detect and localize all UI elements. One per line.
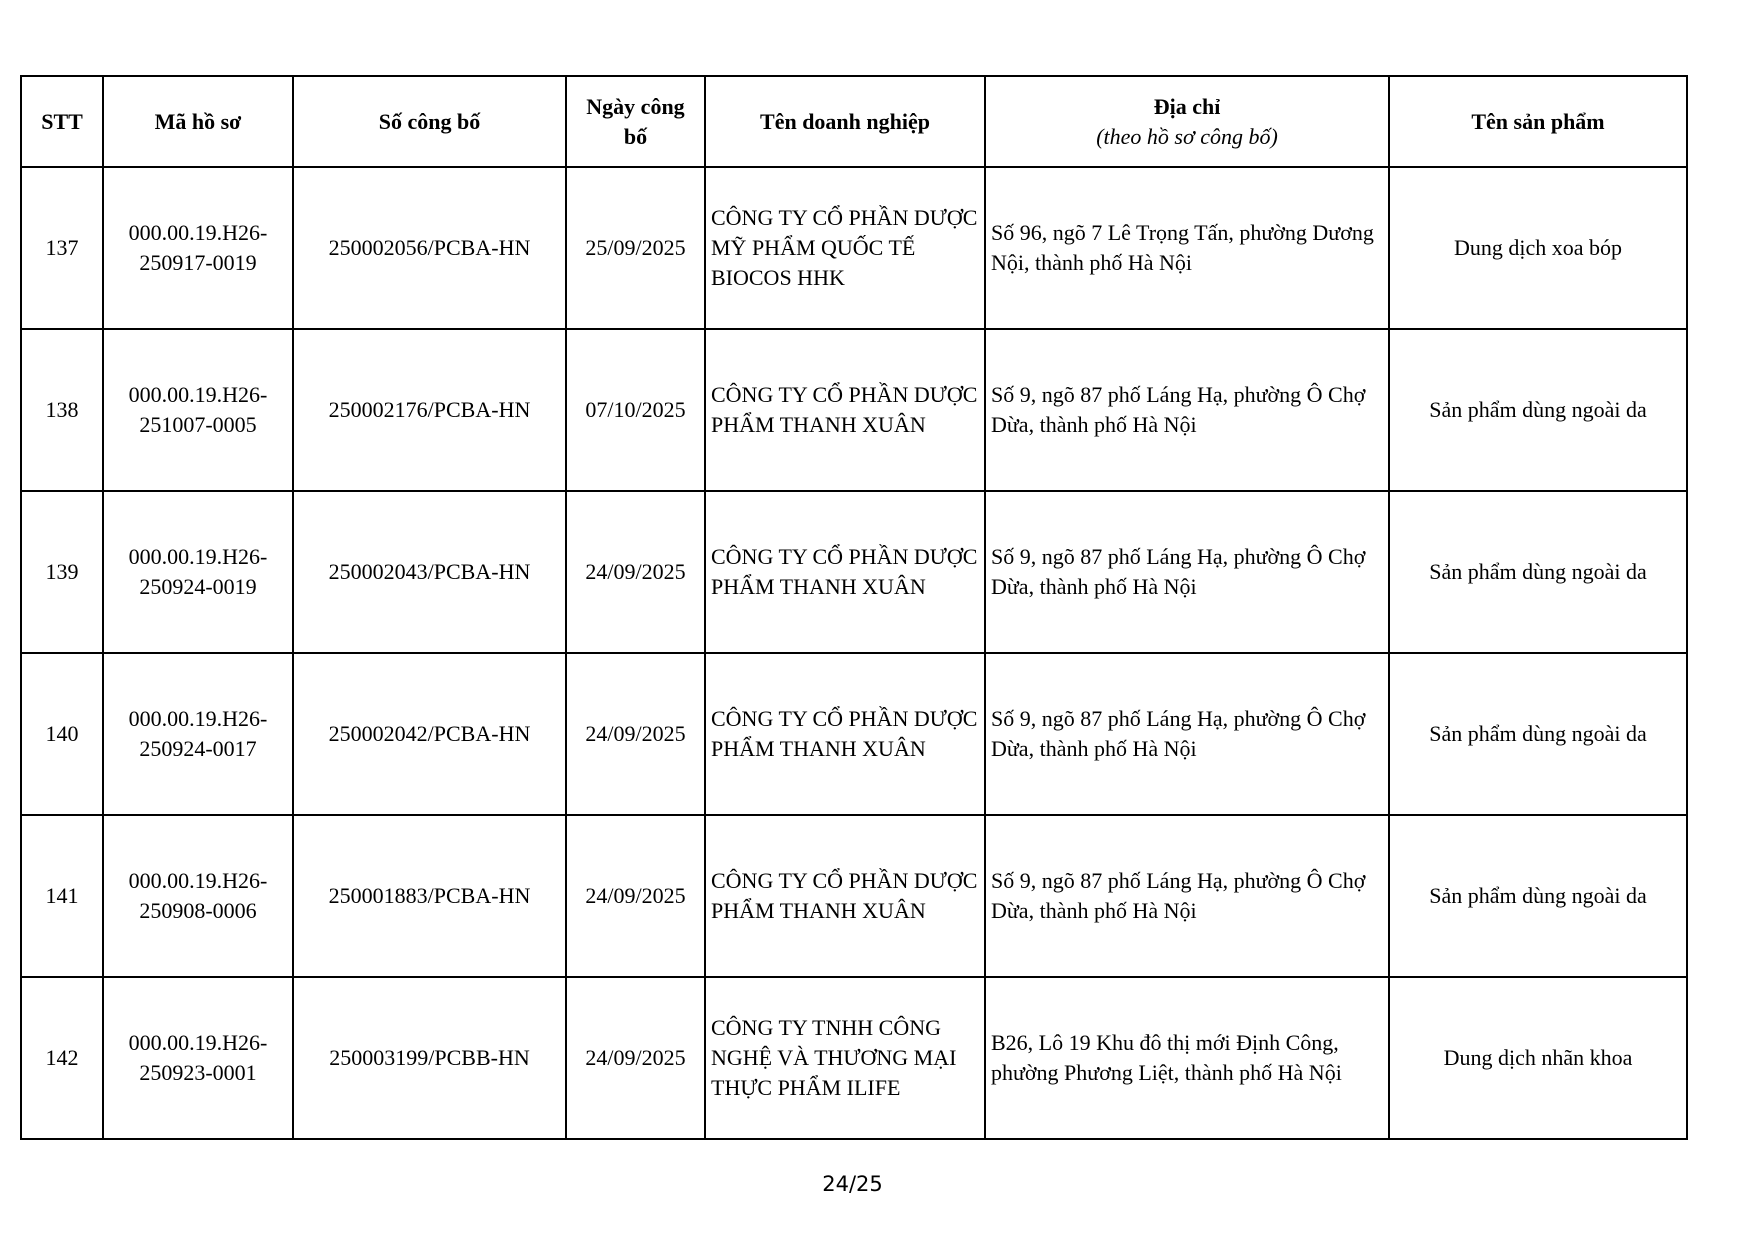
- cell-ten-doanh-nghiep: CÔNG TY CỔ PHẦN DƯỢC PHẨM THANH XUÂN: [705, 491, 985, 653]
- cell-so-cong-bo: 250002176/PCBA-HN: [293, 329, 566, 491]
- cell-so-cong-bo: 250001883/PCBA-HN: [293, 815, 566, 977]
- cell-dia-chi: Số 9, ngõ 87 phố Láng Hạ, phường Ô Chợ Dừa, thành phố Hà Nội: [985, 653, 1389, 815]
- header-ma-ho-so: Mã hồ sơ: [103, 76, 293, 167]
- cell-ten-san-pham: Sản phẩm dùng ngoài da: [1389, 491, 1687, 653]
- cell-ten-doanh-nghiep: CÔNG TY CỔ PHẦN DƯỢC MỸ PHẨM QUỐC TẾ BIOCOS HHK: [705, 167, 985, 329]
- header-ngay-cong-bo: Ngày công bố: [566, 76, 705, 167]
- cell-dia-chi: B26, Lô 19 Khu đô thị mới Định Công, phường Phương Liệt, thành phố Hà Nội: [985, 977, 1389, 1139]
- header-so-cong-bo: Số công bố: [293, 76, 566, 167]
- cell-stt: 139: [21, 491, 103, 653]
- header-ten-san-pham: Tên sản phẩm: [1389, 76, 1687, 167]
- cell-ten-san-pham: Sản phẩm dùng ngoài da: [1389, 815, 1687, 977]
- cell-ten-doanh-nghiep: CÔNG TY TNHH CÔNG NGHỆ VÀ THƯƠNG MẠI THỰC PHẨM ILIFE: [705, 977, 985, 1139]
- cell-ngay-cong-bo: 24/09/2025: [566, 815, 705, 977]
- table-row: [21, 491, 1687, 653]
- table-row: [21, 977, 1687, 1139]
- page-number: 24/25: [822, 1172, 883, 1196]
- cell-ma-ho-so: 000.00.19.H26-250924-0019: [103, 491, 293, 653]
- cell-so-cong-bo: 250002042/PCBA-HN: [293, 653, 566, 815]
- cell-ngay-cong-bo: 24/09/2025: [566, 653, 705, 815]
- cell-ngay-cong-bo: 24/09/2025: [566, 977, 705, 1139]
- cell-ma-ho-so: 000.00.19.H26-250924-0017: [103, 653, 293, 815]
- cell-ma-ho-so: 000.00.19.H26-251007-0005: [103, 329, 293, 491]
- cell-stt: 142: [21, 977, 103, 1139]
- cell-ten-san-pham: Sản phẩm dùng ngoài da: [1389, 329, 1687, 491]
- table-row: [21, 653, 1687, 815]
- header-dia-chi-cell: [985, 76, 1389, 167]
- header-ten-doanh-nghiep: Tên doanh nghiệp: [705, 76, 985, 167]
- cell-dia-chi: Số 9, ngõ 87 phố Láng Hạ, phường Ô Chợ Dừa, thành phố Hà Nội: [985, 815, 1389, 977]
- table-row: [21, 167, 1687, 329]
- cell-so-cong-bo: 250002056/PCBA-HN: [293, 167, 566, 329]
- cell-ten-san-pham: Dung dịch nhãn khoa: [1389, 977, 1687, 1139]
- cell-ngay-cong-bo: 07/10/2025: [566, 329, 705, 491]
- header-stt: STT: [21, 76, 103, 167]
- cell-ma-ho-so: 000.00.19.H26-250917-0019: [103, 167, 293, 329]
- cell-so-cong-bo: 250002043/PCBA-HN: [293, 491, 566, 653]
- cell-ten-doanh-nghiep: CÔNG TY CỔ PHẦN DƯỢC PHẨM THANH XUÂN: [705, 815, 985, 977]
- cell-ngay-cong-bo: 24/09/2025: [566, 491, 705, 653]
- cell-stt: 140: [21, 653, 103, 815]
- cell-dia-chi: Số 9, ngõ 87 phố Láng Hạ, phường Ô Chợ Dừa, thành phố Hà Nội: [985, 491, 1389, 653]
- cell-ngay-cong-bo: 25/09/2025: [566, 167, 705, 329]
- cell-ten-doanh-nghiep: CÔNG TY CỔ PHẦN DƯỢC PHẨM THANH XUÂN: [705, 329, 985, 491]
- cell-ten-san-pham: Dung dịch xoa bóp: [1389, 167, 1687, 329]
- header-dia-chi: Địa chỉ: [1153, 93, 1221, 119]
- header-dia-chi-note: (theo hồ sơ công bố): [1096, 123, 1278, 149]
- cell-stt: 137: [21, 167, 103, 329]
- cell-ten-doanh-nghiep: CÔNG TY CỔ PHẦN DƯỢC PHẨM THANH XUÂN: [705, 653, 985, 815]
- cell-ten-san-pham: Sản phẩm dùng ngoài da: [1389, 653, 1687, 815]
- cell-so-cong-bo: 250003199/PCBB-HN: [293, 977, 566, 1139]
- cell-ma-ho-so: 000.00.19.H26-250923-0001: [103, 977, 293, 1139]
- table-row: [21, 329, 1687, 491]
- cell-ma-ho-so: 000.00.19.H26-250908-0006: [103, 815, 293, 977]
- records-table: [20, 75, 1688, 1140]
- cell-dia-chi: Số 9, ngõ 87 phố Láng Hạ, phường Ô Chợ Dừa, thành phố Hà Nội: [985, 329, 1389, 491]
- cell-stt: 141: [21, 815, 103, 977]
- table-body: [21, 167, 1687, 1139]
- cell-stt: 138: [21, 329, 103, 491]
- table-row: [21, 815, 1687, 977]
- table-header: [21, 76, 1687, 167]
- header-row: [21, 76, 1687, 167]
- cell-dia-chi: Số 96, ngõ 7 Lê Trọng Tấn, phường Dương Nội, thành phố Hà Nội: [985, 167, 1389, 329]
